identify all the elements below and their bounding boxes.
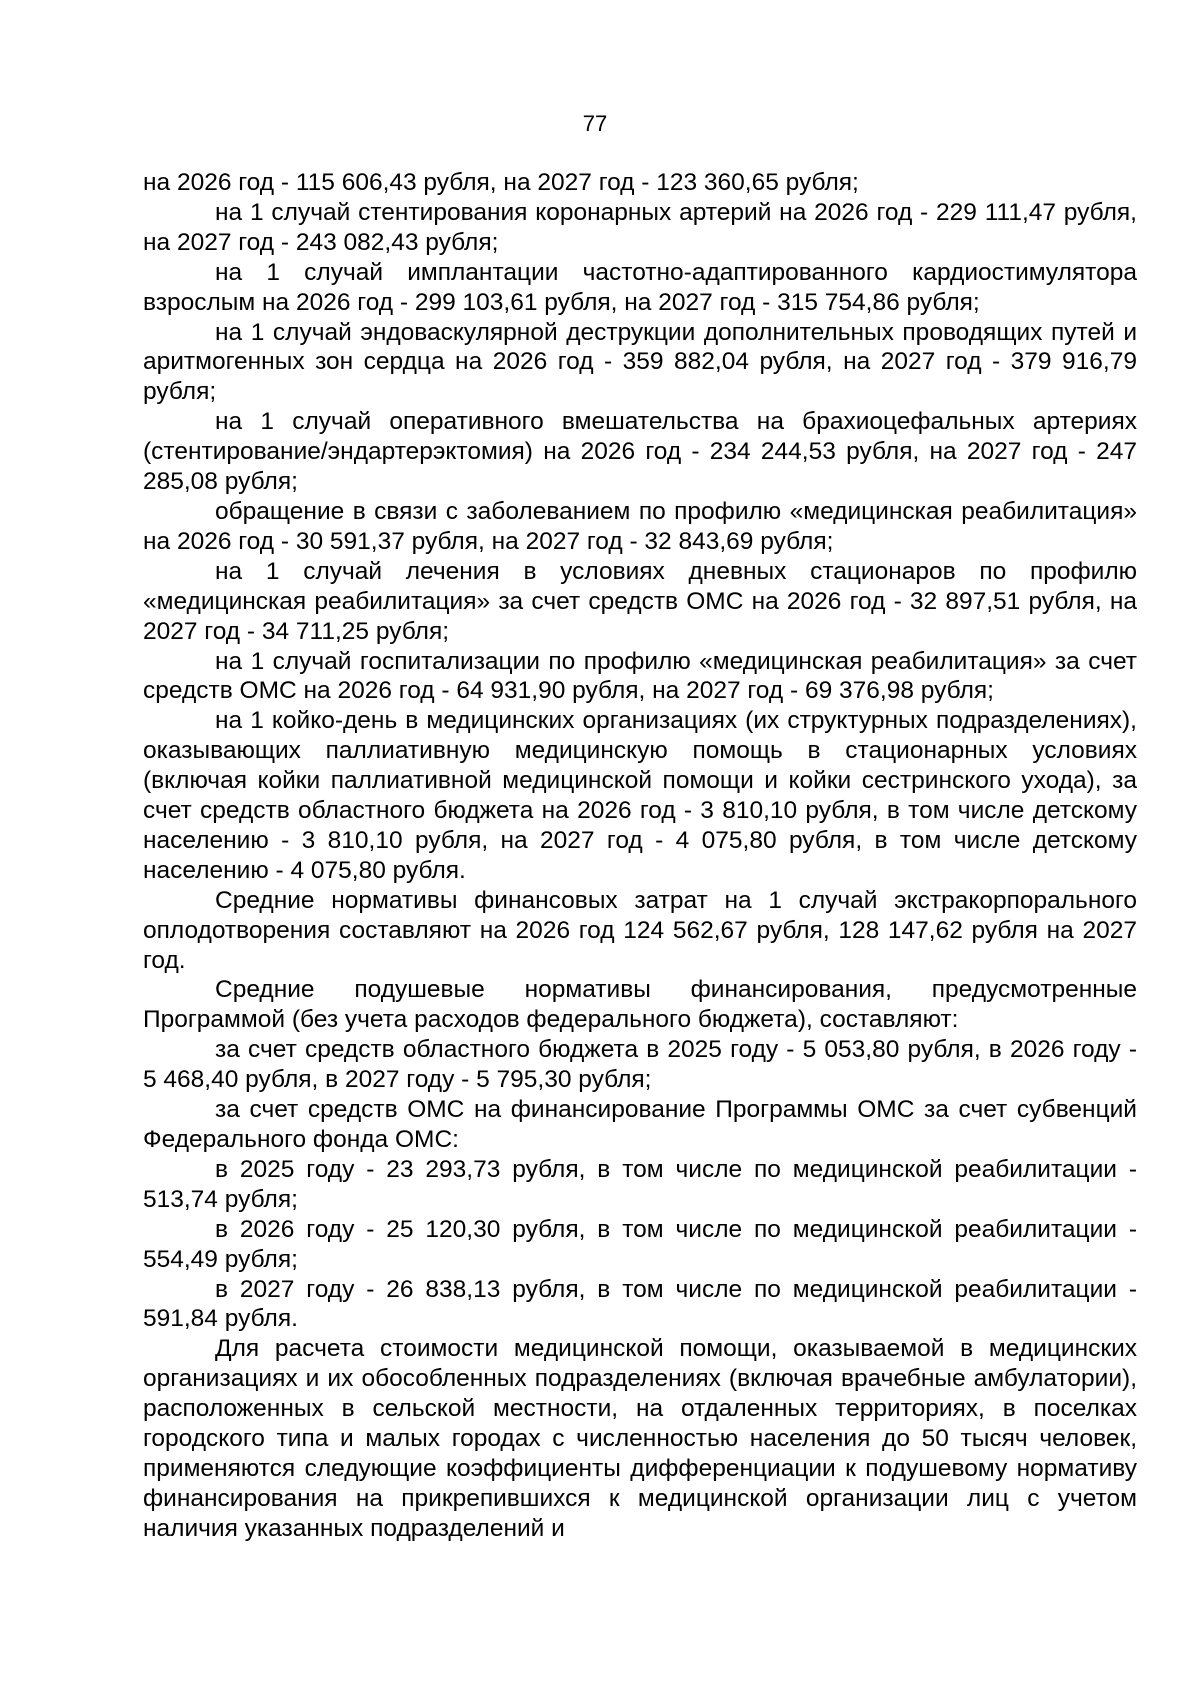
paragraph: в 2025 году - 23 293,73 рубля, в том числе по медицинской реабилитации - 513,74 рубля;	[143, 1155, 1137, 1213]
document-body	[143, 168, 1137, 1544]
paragraph: Средние нормативы финансовых затрат на 1 случай экстракорпорального оплодотворения составляют на 2026 год 124 562,67 рубля, 128 147,62 рубля на 2027 год.	[143, 886, 1137, 974]
paragraph: в 2027 году - 26 838,13 рубля, в том числе по медицинской реабилитации - 591,84 рубля.	[143, 1275, 1137, 1333]
paragraph: обращение в связи с заболеванием по профилю «медицинская реабилитация» на 2026 год - 30 591,37 рубля, на 2027 год - 32 843,69 рубля;	[143, 497, 1137, 555]
paragraph: на 1 случай имплантации частотно-адаптированного кардиостимулятора взрослым на 2026 год - 299 103,61 рубля, на 2027 год - 315 754,86 рубля;	[143, 258, 1137, 316]
paragraph: на 1 случай госпитализации по профилю «медицинская реабилитация» за счет средств ОМС на 2026 год - 64 931,90 рубля, на 2027 год - 69 376,98 рубля;	[143, 647, 1137, 705]
paragraph: Для расчета стоимости медицинской помощи, оказываемой в медицинских организациях и их обособленных подразделениях (включая врачебные амбулатории), расположенных в сельской местности, на отдаленных территориях, в поселках городского типа и малых городах с численностью населения до 50 тысяч человек, применяются следующие коэффициенты дифференциации к подушевому нормативу финансирования на прикрепившихся к медицинской организации лиц с учетом наличия указанных подразделений и	[143, 1335, 1137, 1542]
paragraph: на 1 случай оперативного вмешательства на брахиоцефальных артериях (стентирование/эндартерэктомия) на 2026 год - 234 244,53 рубля, на 2027 год - 247 285,08 рубля;	[143, 408, 1137, 496]
paragraph: на 2026 год - 115 606,43 рубля, на 2027 год - 123 360,65 рубля;	[143, 169, 859, 196]
paragraph: за счет средств областного бюджета в 2025 году - 5 053,80 рубля, в 2026 году - 5 468,40 рубля, в 2027 году - 5 795,30 рубля;	[143, 1036, 1137, 1094]
paragraph: на 1 случай стентирования коронарных артерий на 2026 год - 229 111,47 рубля, на 2027 год - 243 082,43 рубля;	[143, 198, 1137, 256]
paragraph: на 1 случай лечения в условиях дневных стационаров по профилю «медицинская реабилитация» за счет средств ОМС на 2026 год - 32 897,51 рубля, на 2027 год - 34 711,25 рубля;	[143, 557, 1137, 645]
paragraph: на 1 койко-день в медицинских организациях (их структурных подразделениях), оказывающих паллиативную медицинскую помощь в стационарных условиях (включая койки паллиативной медицинской помощи и койки сестринского ухода), за счет средств областного бюджета на 2026 год - 3 810,10 рубля, в том числе детскому населению - 3 810,10 рубля, на 2027 год - 4 075,80 рубля, в том числе детскому населению - 4 075,80 рубля.	[143, 707, 1137, 884]
paragraph: за счет средств ОМС на финансирование Программы ОМС за счет субвенций Федерального фонда ОМС:	[143, 1096, 1137, 1153]
paragraph: Средние подушевые нормативы финансирования, предусмотренные Программой (без учета расходов федерального бюджета), составляют:	[143, 976, 1137, 1034]
page-number: 77	[582, 111, 608, 136]
paragraph: в 2026 году - 25 120,30 рубля, в том числе по медицинской реабилитации - 554,49 рубля;	[143, 1215, 1137, 1273]
paragraph: на 1 случай эндоваскулярной деструкции дополнительных проводящих путей и аритмогенных зон сердца на 2026 год - 359 882,04 рубля, на 2027 год - 379 916,79 рубля;	[143, 318, 1137, 406]
